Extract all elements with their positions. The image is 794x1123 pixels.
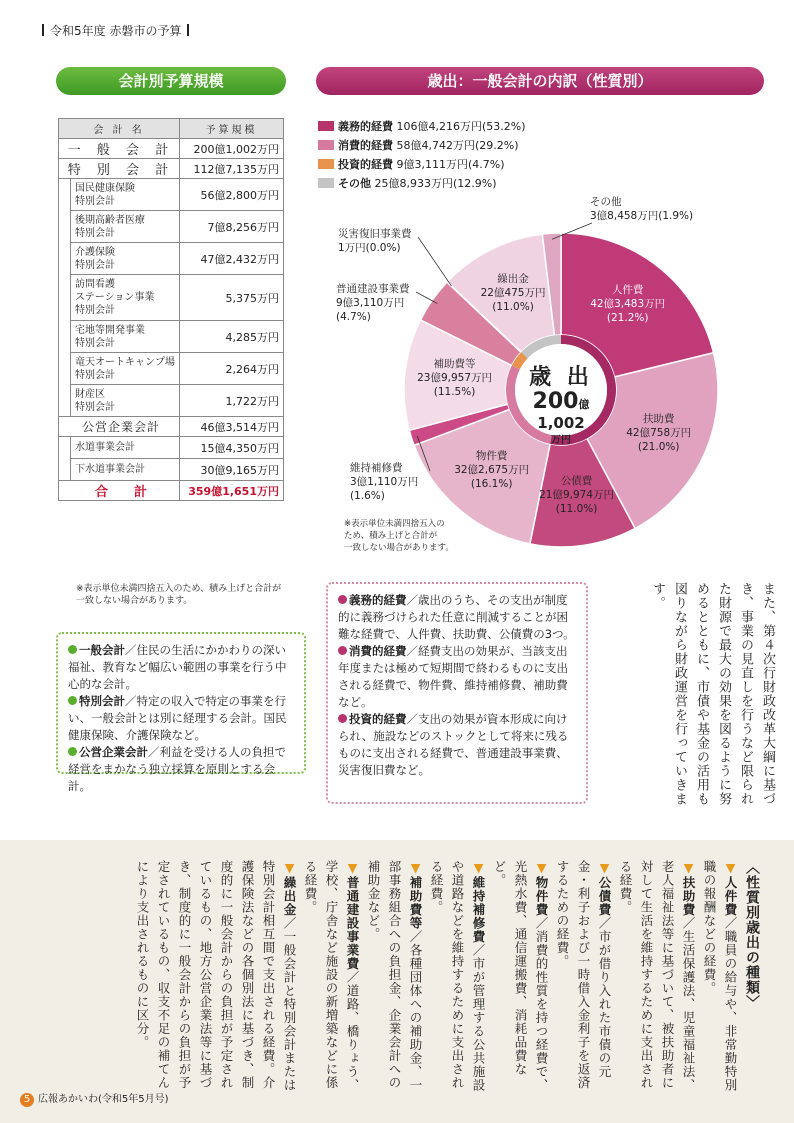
slice-label-name: 維持補修費 bbox=[350, 462, 403, 474]
slice-label-name: 物件費 bbox=[475, 450, 508, 463]
public-item-name: 水道事業会計 bbox=[71, 437, 180, 459]
slice-label-amount: 3億8,458万円(1.9%) bbox=[590, 210, 694, 222]
slice-label-amount: 21億9,974万円 bbox=[539, 488, 615, 501]
special-item-value: 1,722万円 bbox=[180, 385, 284, 417]
slice-label-name: 補助費等 bbox=[433, 358, 476, 371]
legend-name: 投資的経費 bbox=[338, 158, 393, 171]
legend-value: 58億4,742万円(29.2%) bbox=[396, 139, 519, 152]
footer bbox=[20, 1090, 169, 1107]
special-item-name: 宅地等開発事業 特別会計 bbox=[71, 321, 180, 353]
slice-label-percent: (1.6%) bbox=[350, 490, 385, 502]
type-text: ／各種団体への補助金、一部事務組合への負担金、企業会計への補助金など。 bbox=[366, 860, 423, 1092]
type-term: 補助費等 bbox=[408, 876, 423, 930]
special-item-value: 56億2,800万円 bbox=[180, 179, 284, 211]
type-item bbox=[300, 860, 363, 1098]
center-oku-unit: 億 bbox=[578, 398, 590, 411]
triangle-icon: ▼ bbox=[471, 860, 486, 876]
slice-label-percent: (21.2%) bbox=[606, 312, 649, 325]
slice-label-percent: (11.0%) bbox=[555, 502, 598, 515]
public-item-value: 15億4,350万円 bbox=[180, 437, 284, 459]
slice-label bbox=[590, 195, 693, 223]
slice-label bbox=[529, 474, 625, 516]
slice-label-name: 繰出金 bbox=[497, 273, 529, 286]
public-item-value: 30億9,165万円 bbox=[180, 459, 284, 481]
triangle-icon: ▼ bbox=[597, 860, 612, 876]
definition-text: ／歳出のうち、その支出が制度的に義務づけられた任意に削減することが困難な経費で、人件費、扶助費、公債費の3つ。 bbox=[338, 593, 575, 641]
slice-label bbox=[350, 461, 418, 503]
total-name: 合 計 bbox=[59, 481, 180, 501]
expenditure-definitions bbox=[326, 582, 588, 804]
type-item bbox=[426, 860, 489, 1098]
slice-label-percent: (11.0%) bbox=[492, 301, 534, 314]
slice-label-percent: (11.5%) bbox=[433, 386, 476, 399]
slice-label-name: 普通建設事業費 bbox=[336, 283, 410, 295]
slice-label-percent: (16.1%) bbox=[470, 478, 513, 491]
slice-label-name: 扶助費 bbox=[642, 412, 675, 425]
slice-label-amount: 22億475万円 bbox=[480, 287, 546, 300]
special-item-value: 7億8,256万円 bbox=[180, 211, 284, 243]
chart-center-total bbox=[506, 360, 616, 446]
table-note: ※表示単位未満四捨五入のため、積み上げと合計が一致しない場合があります。 bbox=[76, 584, 282, 606]
type-text: ／一般会計と特別会計または特別会計相互間で支出される経費。介護保険法などの各個別法に基づき、制度的に一般会計からの負担が予定されているもの、地方公営企業法等に基づき、制度的に一般会計からの負担が予定されているもの、収支不足の補てんにより支出されるものに区分。 bbox=[135, 860, 297, 1092]
slice-label-percent: (4.7%) bbox=[336, 311, 371, 323]
slice-label-amount: 23億9,957万円 bbox=[417, 372, 492, 385]
public-account-name: 公営企業会計 bbox=[59, 417, 180, 437]
triangle-icon: ▼ bbox=[282, 860, 297, 876]
page-number: 5 bbox=[20, 1093, 34, 1107]
slice-label bbox=[407, 357, 503, 399]
slice-label-name: その他 bbox=[590, 196, 622, 208]
type-term: 普通建設事業費 bbox=[345, 876, 360, 971]
expenditure-types-vertical bbox=[62, 860, 762, 1098]
slice-label-amount: 1万円(0.0%) bbox=[338, 242, 401, 254]
types-title: 〈性質別歳出の種類〉 bbox=[744, 860, 760, 1010]
slice-label bbox=[580, 283, 676, 325]
special-item-name: 訪問看護 ステーション事業 特別会計 bbox=[71, 275, 180, 321]
slice-label-amount: 42億3,483万円 bbox=[590, 298, 666, 311]
legend-value: 106億4,216万円(53.2%) bbox=[396, 120, 526, 133]
type-item bbox=[699, 860, 741, 1098]
type-text: ／道路、橋りょう、学校、庁舎など施設の新増築などに係る経費。 bbox=[303, 860, 360, 1092]
legend-name: 義務的経費 bbox=[338, 120, 393, 133]
type-text: ／市が管理する公共施設や道路などを維持するために支出される経費。 bbox=[429, 860, 486, 1092]
type-term: 繰出金 bbox=[282, 876, 297, 917]
leader-line bbox=[418, 237, 451, 286]
slice-label-percent: (21.0%) bbox=[637, 440, 680, 453]
header-title: 令和5年度 赤磐市の予算 bbox=[50, 24, 182, 38]
slice-label bbox=[444, 449, 540, 491]
type-item bbox=[615, 860, 699, 1098]
slice-label-amount: 3億1,110万円 bbox=[350, 476, 419, 488]
definition-item bbox=[338, 711, 576, 779]
definition-text: ／利益を受ける人の負担で経営をまかなう独立採算を原則とする会計。 bbox=[68, 745, 286, 793]
chart-note: ※表示単位未満四捨五入の ため、積み上げと合計が 一致しない場合があります。 bbox=[344, 519, 454, 553]
definition-text: ／特定の収入で特定の事業を行い、一般会計とは別に経理する会計。国民健康保険、介護保険など。 bbox=[68, 694, 287, 742]
type-text: ／市が借り入れた市債の元金・利子および一時借入金利子を返済するための経費。 bbox=[555, 860, 612, 1090]
slice-label bbox=[336, 282, 410, 324]
policy-vertical-text: また、第４次行財政改革大綱に基づき、事業の見直しを行うなど限られた財源で最大の効果を図るように努めるとともに、市債や基金の活用も図りながら財政運営を行っていきます。 bbox=[650, 582, 775, 806]
triangle-icon: ▼ bbox=[345, 860, 360, 876]
triangle-icon: ▼ bbox=[408, 860, 423, 876]
definition-item bbox=[68, 693, 294, 744]
definition-term: 義務的経費 bbox=[349, 593, 407, 607]
definition-item bbox=[68, 744, 294, 795]
type-text: ／生活保護法、児童福祉法、老人福祉法等に基づいて、被扶助者に対して生活を維持するために支出される経費。 bbox=[618, 860, 696, 1092]
type-term: 維持補修費 bbox=[471, 876, 486, 944]
type-term: 扶助費 bbox=[681, 876, 696, 917]
col-account-name: 会 計 名 bbox=[59, 119, 180, 139]
public-account-value: 46億3,514万円 bbox=[180, 417, 284, 437]
legend-name: 消費的経費 bbox=[338, 139, 393, 152]
slice-label-name: 災害復旧事業費 bbox=[338, 228, 412, 240]
definition-term: 投資的経費 bbox=[349, 712, 407, 726]
footer-text: 広報あかいわ(令和5年5月号) bbox=[38, 1094, 169, 1105]
definition-term: 特別会計 bbox=[79, 694, 125, 708]
center-oku: 200 bbox=[532, 389, 579, 414]
definition-term: 一般会計 bbox=[79, 643, 125, 657]
triangle-icon: ▼ bbox=[534, 860, 549, 876]
slice-label-amount: 9億3,110万円 bbox=[336, 297, 405, 309]
slice-label bbox=[465, 272, 561, 314]
special-item-name: 国民健康保険 特別会計 bbox=[71, 179, 180, 211]
center-man-unit: 万円 bbox=[551, 435, 571, 446]
type-item bbox=[552, 860, 615, 1098]
definition-term: 消費的経費 bbox=[349, 644, 407, 658]
slice-label bbox=[611, 412, 707, 454]
special-item-value: 5,375万円 bbox=[180, 275, 284, 321]
type-term: 公債費 bbox=[597, 876, 612, 917]
col-budget-scale: 予算規模 bbox=[180, 119, 284, 139]
definition-term: 公営企業会計 bbox=[79, 745, 148, 759]
center-man: 1,002 bbox=[537, 414, 585, 432]
definition-item bbox=[338, 592, 576, 643]
type-text: ／消費的性質を持つ経費で、光熱水費、通信運搬費、消耗品費など。 bbox=[492, 860, 549, 1092]
slice-label-amount: 42億758万円 bbox=[626, 426, 692, 439]
definition-text: ／住民の生活にかかわりの深い福祉、教育など幅広い範囲の事業を行う中心的な会計。 bbox=[68, 643, 287, 691]
definition-item bbox=[338, 643, 576, 711]
definition-text: ／経費支出の効果が、当該支出年度または極めて短期間で終わるものに支出される経費で、物件費、維持補修費、補助費など。 bbox=[338, 644, 568, 709]
type-term: 人件費 bbox=[723, 876, 738, 917]
general-account-name: 一 般 会 計 bbox=[59, 139, 180, 159]
center-line1: 歳 出 bbox=[529, 365, 593, 390]
slice-label-amount: 32億2,675万円 bbox=[454, 464, 530, 477]
budget-table-title: 会計別予算規模 bbox=[56, 67, 286, 95]
special-item-name: 後期高齢者医療 特別会計 bbox=[71, 211, 180, 243]
general-account-value: 200億1,002万円 bbox=[180, 139, 284, 159]
triangle-icon: ▼ bbox=[723, 860, 738, 876]
triangle-icon: ▼ bbox=[681, 860, 696, 876]
special-item-name: 介護保険 特別会計 bbox=[71, 243, 180, 275]
type-term: 物件費 bbox=[534, 876, 549, 917]
definition-text: ／支出の効果が資本形成に向けられ、施設などのストックとして将来に残るものに支出される経費で、普通建設事業費、災害復旧費など。 bbox=[338, 712, 569, 777]
public-item-name: 下水道事業会計 bbox=[71, 459, 180, 481]
special-item-value: 47億2,432万円 bbox=[180, 243, 284, 275]
special-item-value: 4,285万円 bbox=[180, 321, 284, 353]
type-text: ／職員の給与や、非常勤特別職の報酬などの経費。 bbox=[702, 860, 738, 1092]
special-item-name: 竜天オートキャンプ場 特別会計 bbox=[71, 353, 180, 385]
slice-label bbox=[338, 227, 412, 255]
legend-value: 9億3,111万円(4.7%) bbox=[396, 158, 505, 171]
legend-value: 25億8,933万円(12.9%) bbox=[374, 177, 497, 190]
special-account-name: 特 別 会 計 bbox=[59, 159, 180, 179]
special-account-value: 112億7,135万円 bbox=[180, 159, 284, 179]
slice-label-name: 公債費 bbox=[560, 474, 593, 487]
special-item-name: 財産区 特別会計 bbox=[71, 385, 180, 417]
type-item bbox=[363, 860, 426, 1098]
expenditure-chart-title: 歳出：一般会計の内訳（性質別） bbox=[316, 67, 764, 95]
type-item bbox=[132, 860, 300, 1098]
legend-name: その他 bbox=[338, 177, 371, 190]
type-item bbox=[489, 860, 552, 1098]
total-value: 359億1,651万円 bbox=[180, 481, 284, 501]
special-item-value: 2,264万円 bbox=[180, 353, 284, 385]
slice-label-name: 人件費 bbox=[611, 284, 644, 297]
